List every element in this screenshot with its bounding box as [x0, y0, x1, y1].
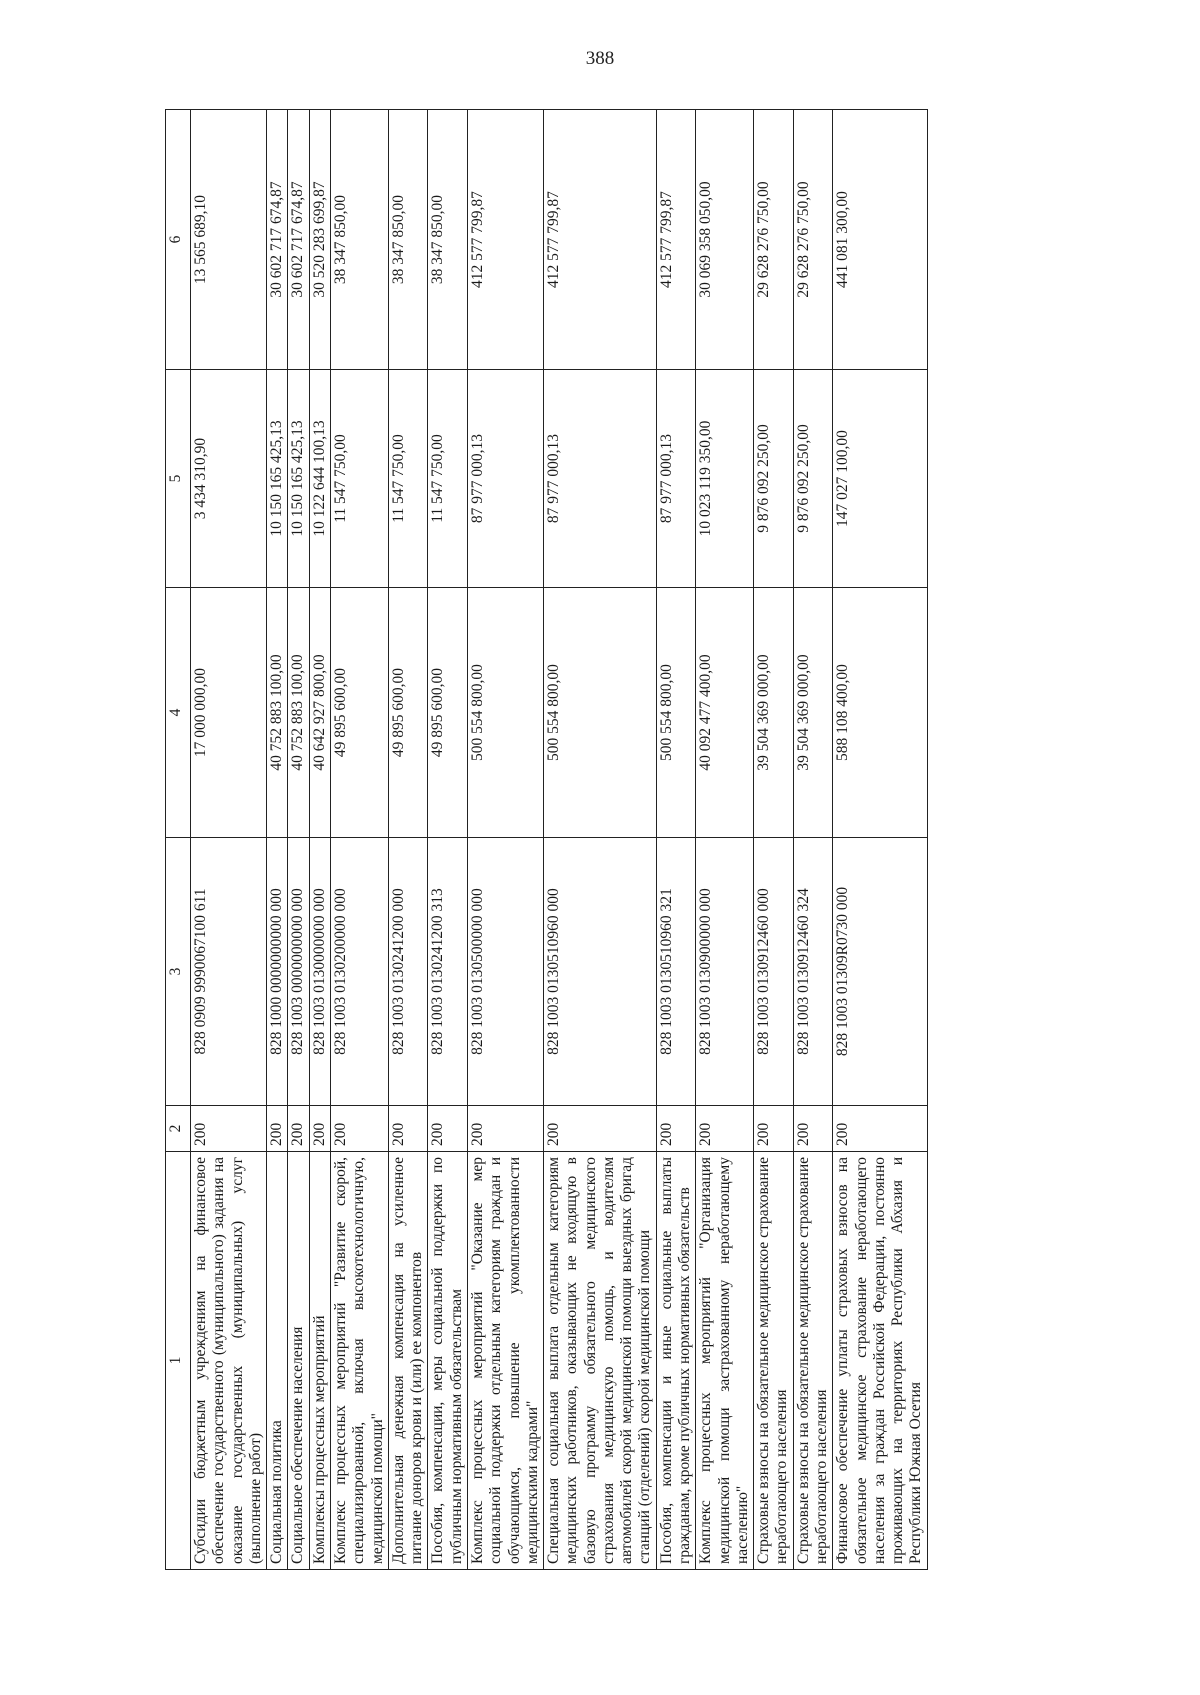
classification-code: 828 1003 0130241200 000: [388, 838, 428, 1106]
item-name: Комплекс процессных мероприятий "Организация медицинской помощи застрахованному неработающему населению": [696, 1152, 754, 1570]
value-col5: 11 547 750,00: [330, 370, 388, 588]
item-name: Социальная политика: [267, 1152, 288, 1570]
classification-code: 828 1003 0130510960 321: [656, 838, 696, 1106]
admin-code: 200: [696, 1106, 754, 1152]
item-name: Страховые взносы на обязательное медицинское страхование неработающего населения: [793, 1152, 833, 1570]
header-cell: 2: [166, 1106, 191, 1152]
table-row: [467, 110, 543, 1570]
value-col4: 39 504 369 000,00: [793, 588, 833, 838]
value-col6: 38 347 850,00: [388, 110, 428, 370]
header-cell: 5: [166, 370, 191, 588]
value-col5: 10 150 165 425,13: [267, 370, 288, 588]
value-col5: 9 876 092 250,00: [793, 370, 833, 588]
classification-code: 828 1003 0130912460 000: [754, 838, 794, 1106]
item-name: Пособия, компенсации, меры социальной поддержки по публичным нормативным обязательствам: [428, 1152, 468, 1570]
admin-code: 200: [467, 1106, 543, 1152]
value-col6: 30 602 717 674,87: [267, 110, 288, 370]
value-col5: 10 023 119 350,00: [696, 370, 754, 588]
value-col5: 11 547 750,00: [428, 370, 468, 588]
budget-table: [165, 109, 928, 1570]
value-col6: 29 628 276 750,00: [793, 110, 833, 370]
header-cell: 4: [166, 588, 191, 838]
table-row: [544, 110, 657, 1570]
value-col4: 500 554 800,00: [656, 588, 696, 838]
table-row: [191, 110, 267, 1570]
value-col6: 412 577 799,87: [467, 110, 543, 370]
value-col4: 49 895 600,00: [388, 588, 428, 838]
table-row: [428, 110, 468, 1570]
value-col6: 38 347 850,00: [330, 110, 388, 370]
classification-code: 828 1003 0130200000 000: [330, 838, 388, 1106]
admin-code: 200: [267, 1106, 288, 1152]
item-name: Комплекс процессных мероприятий "Развитие скорой, специализированной, включая высокотехнологичную, медицинской помощи": [330, 1152, 388, 1570]
table-row: [330, 110, 388, 1570]
value-col4: 40 642 927 800,00: [309, 588, 330, 838]
value-col5: 87 977 000,13: [467, 370, 543, 588]
admin-code: 200: [309, 1106, 330, 1152]
classification-code: 828 1003 0000000000 000: [288, 838, 309, 1106]
value-col4: 49 895 600,00: [428, 588, 468, 838]
admin-code: 200: [544, 1106, 657, 1152]
classification-code: 828 0909 9990067100 611: [191, 838, 267, 1106]
value-col4: 40 092 477 400,00: [696, 588, 754, 838]
value-col6: 412 577 799,87: [544, 110, 657, 370]
value-col5: 11 547 750,00: [388, 370, 428, 588]
value-col5: 147 027 100,00: [833, 370, 927, 588]
table-row: [309, 110, 330, 1570]
value-col4: 500 554 800,00: [544, 588, 657, 838]
value-col4: 40 752 883 100,00: [267, 588, 288, 838]
value-col5: 9 876 092 250,00: [754, 370, 794, 588]
classification-code: 828 1003 0130900000 000: [696, 838, 754, 1106]
value-col4: 588 108 400,00: [833, 588, 927, 838]
value-col6: 441 081 300,00: [833, 110, 927, 370]
admin-code: 200: [833, 1106, 927, 1152]
value-col6: 30 520 283 699,87: [309, 110, 330, 370]
classification-code: 828 1003 0130000000 000: [309, 838, 330, 1106]
table-row: [754, 110, 794, 1570]
item-name: Социальное обеспечение населения: [288, 1152, 309, 1570]
value-col5: 3 434 310,90: [191, 370, 267, 588]
admin-code: 200: [428, 1106, 468, 1152]
value-col5: 87 977 000,13: [656, 370, 696, 588]
classification-code: 828 1003 0130500000 000: [467, 838, 543, 1106]
table-row: [288, 110, 309, 1570]
value-col6: 29 628 276 750,00: [754, 110, 794, 370]
item-name: Специальная социальная выплата отдельным категориям медицинских работников, оказывающих не входящую в базовую программу обязательного медицинского страхования медицинскую помощь, и водителям автомобилей скорой медицинской помощи выездных бригад станций (отделений) скорой медицинской помощи: [544, 1152, 657, 1570]
table-row: [656, 110, 696, 1570]
item-name: Комплексы процессных мероприятий: [309, 1152, 330, 1570]
admin-code: 200: [656, 1106, 696, 1152]
header-cell: 1: [166, 1152, 191, 1570]
admin-code: 200: [754, 1106, 794, 1152]
value-col6: 412 577 799,87: [656, 110, 696, 370]
table-row: [388, 110, 428, 1570]
table-row: [267, 110, 288, 1570]
value-col6: 30 602 717 674,87: [288, 110, 309, 370]
classification-code: 828 1003 01309R0730 000: [833, 838, 927, 1106]
table-row: [833, 110, 927, 1570]
value-col4: 49 895 600,00: [330, 588, 388, 838]
value-col6: 38 347 850,00: [428, 110, 468, 370]
admin-code: 200: [191, 1106, 267, 1152]
admin-code: 200: [388, 1106, 428, 1152]
value-col6: 13 565 689,10: [191, 110, 267, 370]
item-name: Финансовое обеспечение уплаты страховых взносов на обязательное медицинское страхование неработающего населения за граждан Российской Федерации, постоянно проживающих на территориях Республики Абхазия и Республики Южная Осетия: [833, 1152, 927, 1570]
table-body: [191, 110, 928, 1570]
admin-code: 200: [330, 1106, 388, 1152]
value-col5: 10 150 165 425,13: [288, 370, 309, 588]
value-col4: 39 504 369 000,00: [754, 588, 794, 838]
item-name: Дополнительная денежная компенсация на усиленное питание доноров крови и (или) ее компонентов: [388, 1152, 428, 1570]
classification-code: 828 1003 0130510960 000: [544, 838, 657, 1106]
admin-code: 200: [288, 1106, 309, 1152]
classification-code: 828 1000 0000000000 000: [267, 838, 288, 1106]
value-col5: 87 977 000,13: [544, 370, 657, 588]
page-number: 388: [585, 48, 615, 69]
item-name: Комплекс процессных мероприятий "Оказание мер социальной поддержки отдельным категориям граждан и обучающимся, повышение укомплектованности медицинскими кадрами": [467, 1152, 543, 1570]
admin-code: 200: [793, 1106, 833, 1152]
classification-code: 828 1003 0130912460 324: [793, 838, 833, 1106]
table-row: [696, 110, 754, 1570]
table-row: [793, 110, 833, 1570]
header-row: [166, 110, 191, 1570]
value-col4: 500 554 800,00: [467, 588, 543, 838]
classification-code: 828 1003 0130241200 313: [428, 838, 468, 1106]
item-name: Субсидии бюджетным учреждениям на финансовое обеспечение государственного (муниципального) задания на оказание государственных (муниципальных) услуг (выполнение работ): [191, 1152, 267, 1570]
rotated-table-container: [165, 110, 1045, 1570]
value-col5: 10 122 644 100,13: [309, 370, 330, 588]
value-col4: 17 000 000,00: [191, 588, 267, 838]
header-cell: 6: [166, 110, 191, 370]
item-name: Страховые взносы на обязательное медицинское страхование неработающего населения: [754, 1152, 794, 1570]
value-col4: 40 752 883 100,00: [288, 588, 309, 838]
header-cell: 3: [166, 838, 191, 1106]
item-name: Пособия, компенсации и иные социальные выплаты гражданам, кроме публичных нормативных обязательств: [656, 1152, 696, 1570]
value-col6: 30 069 358 050,00: [696, 110, 754, 370]
